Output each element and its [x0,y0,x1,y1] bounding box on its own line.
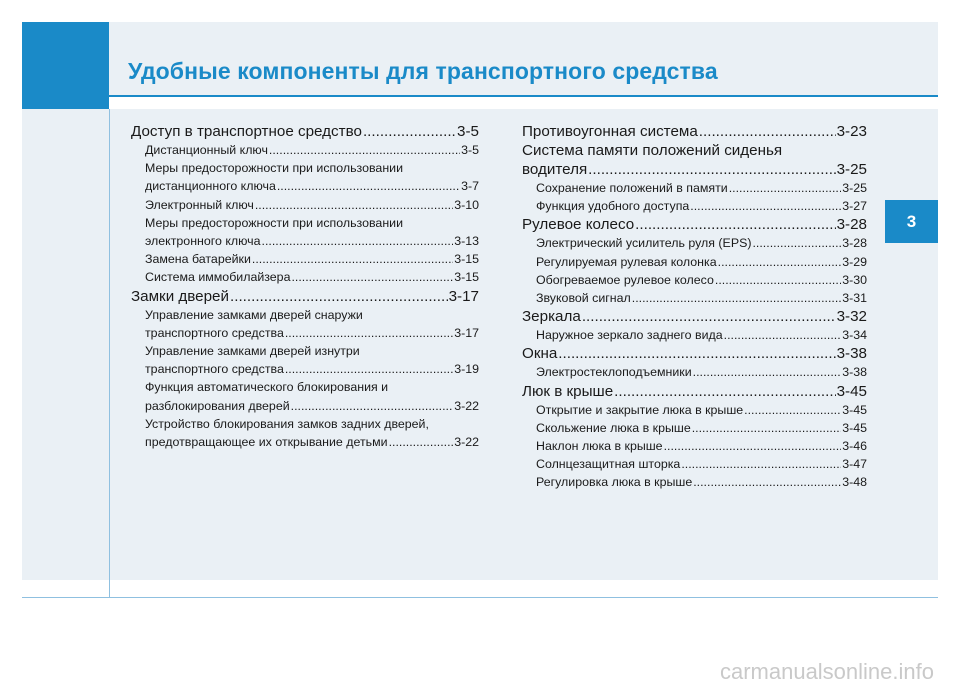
toc-page-number: 3-34 [842,328,867,343]
toc-page-number: 3-28 [836,216,867,234]
toc-entry-title: Доступ в транспортное средство [131,123,362,140]
toc-entry-title: электронного ключа [145,234,261,249]
toc-entry-title: транспортного средства [145,325,284,340]
toc-section-entry[interactable] [522,141,867,179]
vertical-divider [109,109,110,598]
toc-section-entry[interactable] [131,122,479,141]
toc-page-number: 3-25 [836,161,867,178]
toc-page-number: 3-22 [454,398,479,413]
toc-page-number: 3-23 [836,123,867,140]
toc-entry-title: предотвращающее их открывание детьми [145,435,388,450]
toc-entry-title: водителя [522,161,588,178]
toc-entry-title: Сохранение положений в памяти [536,181,728,195]
toc-left-column [131,122,479,451]
toc-subsection-entry[interactable] [131,342,479,378]
toc-entry-title: разблокирования дверей [145,398,290,413]
toc-page-number: 3-5 [457,123,479,140]
toc-entry-title: Замки дверей [131,287,229,305]
toc-entry-title: Открытие и закрытие люка в крыше [536,402,744,417]
toc-subsection-entry[interactable] [522,401,867,419]
toc-subsection-entry[interactable] [522,437,867,455]
toc-subsection-entry[interactable] [131,378,479,414]
toc-page-number: 3-27 [842,199,867,214]
toc-page-number: 3-48 [842,475,867,490]
dot-leader [262,232,454,250]
toc-page-number: 3-45 [836,382,867,400]
toc-entry-title: Наружное зеркало заднего вида [536,328,723,343]
toc-entry-title-line: Управление замками дверей изнутри [145,344,360,359]
dot-leader [692,419,841,437]
dot-leader [690,197,841,215]
horizontal-divider [22,597,938,598]
toc-page-number: 3-46 [842,439,867,454]
dot-leader [715,271,841,289]
toc-subsection-entry[interactable] [522,234,867,252]
toc-subsection-entry[interactable] [522,197,867,215]
toc-page-number: 3-38 [842,365,867,380]
dot-leader [255,196,453,214]
toc-entry-title: Система иммобилайзера [145,270,291,285]
toc-page-number: 3-32 [836,308,867,326]
toc-section-entry[interactable] [522,215,867,234]
dot-leader [252,250,453,268]
dot-leader [277,177,460,195]
toc-subsection-entry[interactable] [131,214,479,250]
toc-section-entry[interactable] [522,122,867,141]
toc-subsection-entry[interactable] [522,253,867,271]
toc-entry-title: Функция удобного доступа [536,199,690,214]
dot-leader [693,363,842,381]
toc-page-number: 3-30 [842,272,867,287]
toc-subsection-entry[interactable] [131,159,479,195]
toc-entry-title: Обогреваемое рулевое колесо [536,272,714,287]
toc-page-number: 3-28 [842,236,867,251]
toc-entry-title: дистанционного ключа [145,179,276,194]
toc-entry-title: Противоугонная система [522,123,698,140]
dot-leader [588,160,835,179]
toc-entry-title-line: Система памяти положений сиденья [522,142,783,159]
toc-entry-title: Регулировка люка в крыше [536,475,693,490]
toc-entry-title: Зеркала [522,308,581,326]
dot-leader [291,268,453,286]
toc-page-number: 3-15 [454,252,479,267]
dot-leader [291,397,454,415]
dot-leader [724,326,842,344]
toc-subsection-entry[interactable] [522,179,867,197]
dot-leader [635,215,835,234]
dot-leader [269,141,460,159]
dot-leader [614,382,835,401]
chapter-color-block [22,22,109,109]
toc-page-number: 3-38 [836,345,867,363]
toc-subsection-entry[interactable] [522,271,867,289]
toc-page-number: 3-7 [461,179,479,194]
toc-entry-title: Наклон люка в крыше [536,439,663,454]
dot-leader [285,360,453,378]
dot-leader [681,455,841,473]
toc-subsection-entry[interactable] [522,473,867,491]
toc-entry-title-line: Управление замками дверей снаружи [145,307,363,322]
toc-page-number: 3-15 [454,270,479,285]
toc-entry-title-line: Меры предосторожности при использовании [145,215,404,230]
toc-subsection-entry[interactable] [131,250,479,268]
dot-leader [664,437,842,455]
dot-leader [718,253,842,271]
dot-leader [582,307,836,326]
toc-page-number: 3-5 [461,143,479,157]
dot-leader [558,344,835,363]
toc-page-number: 3-45 [842,420,867,435]
toc-entry-title: Регулируемая рулевая колонка [536,254,717,269]
dot-leader [389,433,454,451]
toc-section-entry[interactable] [131,287,479,306]
toc-subsection-entry[interactable] [522,326,867,344]
toc-page-number: 3-17 [448,287,479,305]
dot-leader [729,179,841,197]
toc-subsection-entry[interactable] [522,455,867,473]
dot-leader [285,324,453,342]
toc-entry-title-line: Меры предосторожности при использовании [145,161,404,176]
toc-entry-title-line: Устройство блокирования замков задних дверей, [145,416,429,431]
toc-entry-title: Электрический усилитель руля (EPS) [536,236,752,251]
toc-subsection-entry[interactable] [131,141,479,159]
toc-subsection-entry[interactable] [131,268,479,286]
toc-page-number: 3-25 [842,181,867,195]
toc-subsection-entry[interactable] [522,363,867,381]
toc-page-number: 3-29 [842,254,867,269]
dot-leader [699,122,836,141]
toc-page-number: 3-17 [454,325,479,340]
toc-subsection-entry[interactable] [131,306,479,342]
toc-entry-title: Солнцезащитная шторка [536,457,681,472]
toc-page-number: 3-10 [454,197,479,212]
dot-leader [693,473,841,491]
toc-entry-title: Окна [522,345,558,363]
toc-entry-title-line: Функция автоматического блокирования и [145,380,389,395]
toc-entry-title: транспортного средства [145,362,284,377]
toc-right-column [522,122,867,492]
toc-page-number: 3-47 [842,457,867,472]
title-underline [109,95,938,97]
toc-entry-title: Рулевое колесо [522,216,635,234]
toc-section-entry[interactable] [522,344,867,363]
toc-entry-title: Дистанционный ключ [145,143,268,157]
left-margin-band [22,109,109,580]
toc-subsection-entry[interactable] [522,419,867,437]
toc-entry-title: Замена батарейки [145,252,251,267]
toc-page-number: 3-13 [454,234,479,249]
watermark: carmanualsonline.info [719,659,934,684]
chapter-tab[interactable]: 3 [885,200,938,243]
dot-leader [632,289,841,307]
toc-entry-title: Электростеклоподъемники [536,365,692,380]
page-title: Удобные компоненты для транспортного средства [128,58,718,84]
toc-subsection-entry[interactable] [522,289,867,307]
dot-leader [363,122,456,141]
toc-section-entry[interactable] [522,382,867,401]
dot-leader [752,234,841,252]
toc-page-number: 3-45 [842,402,867,417]
toc-subsection-entry[interactable] [131,415,479,451]
toc-section-entry[interactable] [522,307,867,326]
toc-entry-title: Скольжение люка в крыше [536,420,691,435]
toc-entry-title: Люк в крыше [522,382,614,400]
toc-subsection-entry[interactable] [131,196,479,214]
dot-leader [744,401,841,419]
toc-page-number: 3-31 [842,291,867,306]
toc-page-number: 3-22 [454,435,479,450]
toc-page-number: 3-19 [454,362,479,377]
toc-entry-title: Звуковой сигнал [536,291,631,306]
dot-leader [230,287,448,306]
toc-entry-title: Электронный ключ [145,197,254,212]
